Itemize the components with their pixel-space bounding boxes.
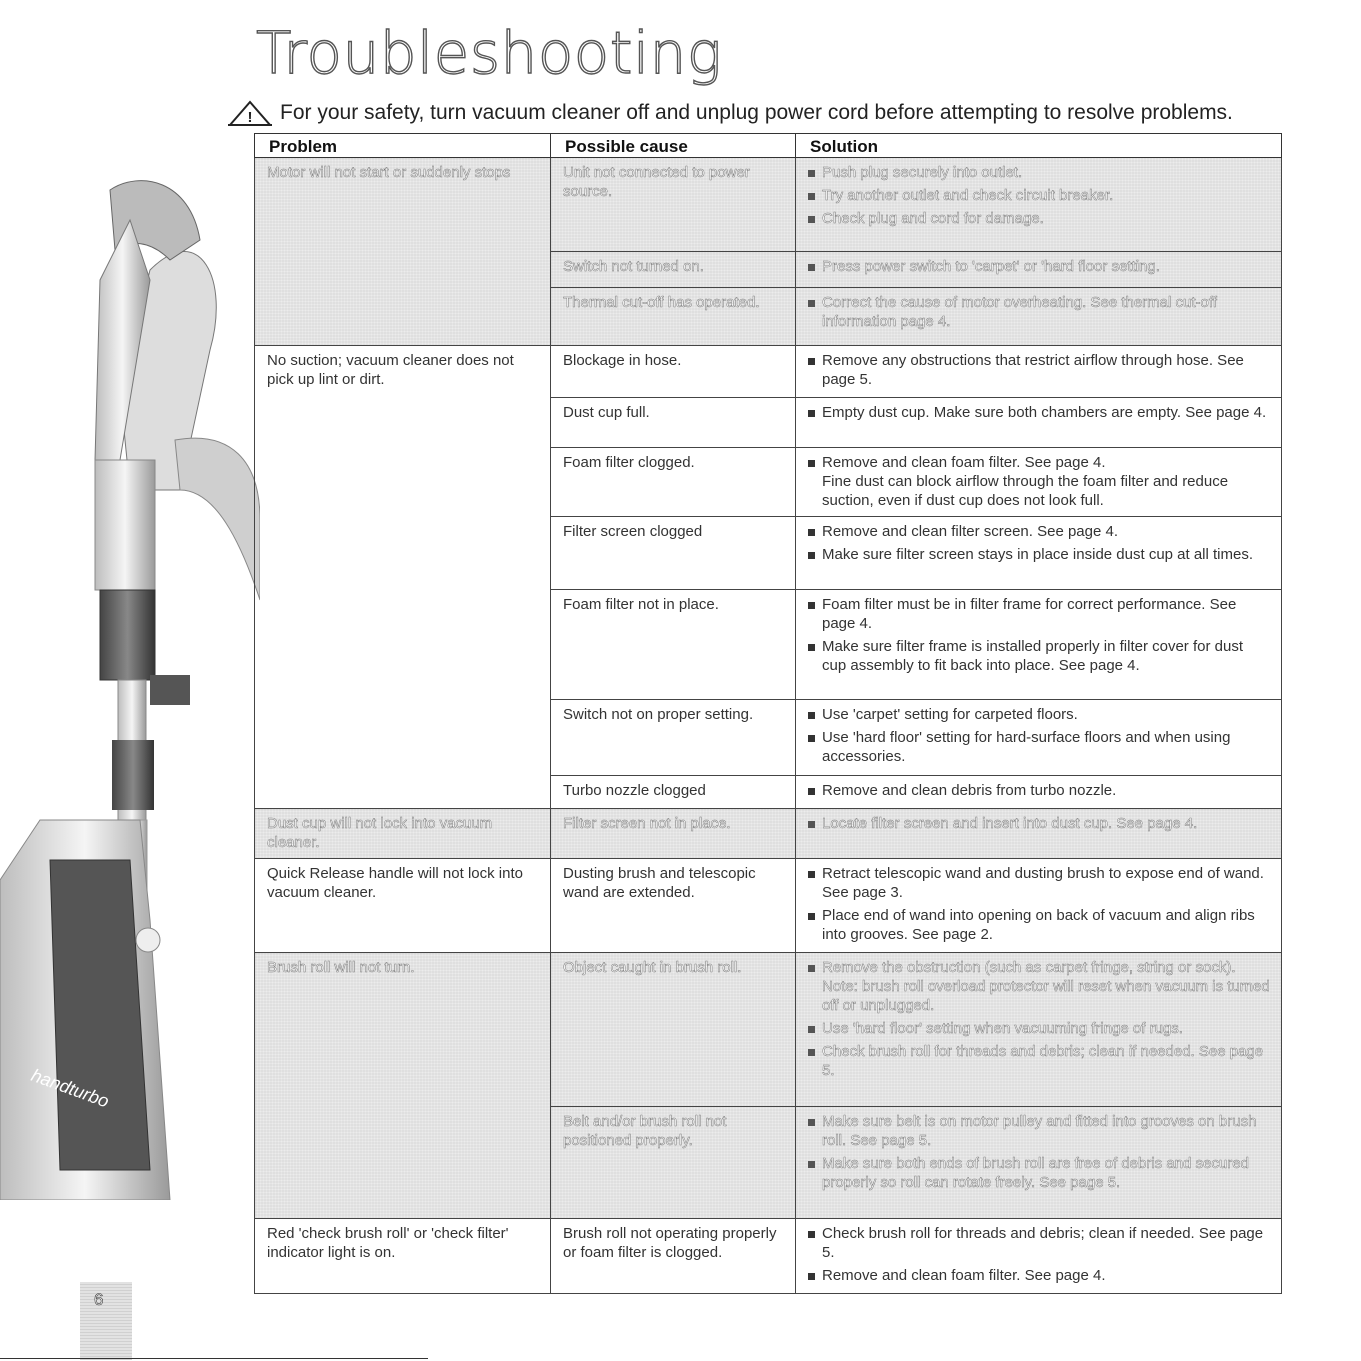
cause-cell: Filter screen clogged xyxy=(551,517,796,590)
safety-note xyxy=(228,100,1358,126)
solution-cell xyxy=(796,700,1282,776)
table-row xyxy=(255,346,1282,398)
solution-item: Retract telescopic wand and dusting brush to expose end of wand. See page 3. xyxy=(808,864,1271,902)
solution-item: Use 'hard floor' setting for hard-surface floors and when using accessories. xyxy=(808,728,1271,766)
solution-item: Locate filter screen and insert into dust cup. See page 4. xyxy=(808,814,1271,833)
cause-cell: Object caught in brush roll. xyxy=(551,953,796,1107)
solution-cell xyxy=(796,1219,1282,1294)
table-header-row xyxy=(255,134,1282,158)
solution-item: Make sure filter screen stays in place inside dust cup at all times. xyxy=(808,545,1271,564)
page-number-tab xyxy=(80,1282,132,1360)
solution-cell xyxy=(796,859,1282,953)
solution-item: Empty dust cup. Make sure both chambers are empty. See page 4. xyxy=(808,403,1271,422)
problem-cell: Dust cup will not lock into vacuum cleaner. xyxy=(255,809,551,859)
problem-cell: Quick Release handle will not lock into vacuum cleaner. xyxy=(255,859,551,953)
solution-item: Remove and clean foam filter. See page 4. xyxy=(808,1266,1271,1285)
cause-cell: Dust cup full. xyxy=(551,398,796,448)
cause-cell: Switch not on proper setting. xyxy=(551,700,796,776)
footer-rule xyxy=(0,1358,428,1359)
solution-item: Remove and clean filter screen. See page 4. xyxy=(808,522,1271,541)
solution-item: Correct the cause of motor overheating. See thermal cut-off information page 4. xyxy=(808,293,1271,331)
solution-cell xyxy=(796,953,1282,1107)
solution-cell xyxy=(796,448,1282,517)
header-solution: Solution xyxy=(796,134,1282,158)
problem-cell: Motor will not start or suddenly stops xyxy=(255,158,551,346)
cause-cell: Switch not turned on. xyxy=(551,252,796,288)
solution-item: Try another outlet and check circuit breaker. xyxy=(808,186,1271,205)
cause-cell: Foam filter clogged. xyxy=(551,448,796,517)
solution-item: Foam filter must be in filter frame for correct performance. See page 4. xyxy=(808,595,1271,633)
page-number: 6 xyxy=(94,1290,104,1309)
solution-item: Check brush roll for threads and debris; clean if needed. See page 5. xyxy=(808,1224,1271,1262)
vacuum-illustration xyxy=(0,160,260,1200)
cause-cell: Unit not connected to power source. xyxy=(551,158,796,252)
solution-item: Remove and clean debris from turbo nozzle. xyxy=(808,781,1271,800)
solution-note: Fine dust can block airflow through the foam filter and reduce suction, even if dust cup does not look full. xyxy=(822,473,1229,509)
table-row xyxy=(255,1219,1282,1294)
cause-cell: Foam filter not in place. xyxy=(551,590,796,700)
solution-item: Remove and clean foam filter. See page 4. xyxy=(808,453,1271,472)
solution-cell xyxy=(796,809,1282,859)
solution-item: Place end of wand into opening on back of vacuum and align ribs into grooves. See page 2. xyxy=(808,906,1271,944)
solution-cell xyxy=(796,158,1282,252)
table-row xyxy=(255,859,1282,953)
solution-item: Use 'carpet' setting for carpeted floors. xyxy=(808,705,1271,724)
cause-cell: Blockage in hose. xyxy=(551,346,796,398)
header-cause: Possible cause xyxy=(551,134,796,158)
solution-cell xyxy=(796,517,1282,590)
solution-item: Remove the obstruction (such as carpet fringe, string or sock). Note: brush roll overload protector will reset when vacuum is turned off or unplugged. xyxy=(808,958,1271,1015)
problem-cell: Red 'check brush roll' or 'check filter' indicator light is on. xyxy=(255,1219,551,1294)
cause-cell: Brush roll not operating properly or foam filter is clogged. xyxy=(551,1219,796,1294)
safety-text: For your safety, turn vacuum cleaner off and unplug power cord before attempting to resolve problems. xyxy=(280,101,1233,124)
problem-cell: No suction; vacuum cleaner does not pick up lint or dirt. xyxy=(255,346,551,809)
solution-item: Check brush roll for threads and debris; clean if needed. See page 5. xyxy=(808,1042,1271,1080)
solution-cell xyxy=(796,252,1282,288)
table-row xyxy=(255,158,1282,252)
solution-item: Use 'hard floor' setting when vacuuming fringe of rugs. xyxy=(808,1019,1271,1038)
solution-cell xyxy=(796,346,1282,398)
solution-item: Make sure both ends of brush roll are free of debris and secured properly so roll can rotate freely. See page 5. xyxy=(808,1154,1271,1192)
problem-cell: Brush roll will not turn. xyxy=(255,953,551,1219)
solution-item: Press power switch to 'carpet' or 'hard floor setting. xyxy=(808,257,1271,276)
solution-item: Make sure filter frame is installed properly in filter cover for dust cup assembly to fit back into place. See page 4. xyxy=(808,637,1271,675)
cause-cell: Belt and/or brush roll not positioned properly. xyxy=(551,1107,796,1219)
brand-label: handturbo xyxy=(28,1064,112,1112)
svg-text:!: ! xyxy=(247,109,253,126)
solution-item: Make sure belt is on motor pulley and fitted into grooves on brush roll. See page 5. xyxy=(808,1112,1271,1150)
solution-item: Check plug and cord for damage. xyxy=(808,209,1271,228)
table-row xyxy=(255,809,1282,859)
solution-cell xyxy=(796,590,1282,700)
cause-cell: Filter screen not in place. xyxy=(551,809,796,859)
troubleshooting-table xyxy=(254,133,1282,1294)
solution-cell xyxy=(796,1107,1282,1219)
solution-cell xyxy=(796,398,1282,448)
solution-item: Push plug securely into outlet. xyxy=(808,163,1271,182)
page-title: Troubleshooting xyxy=(256,19,723,87)
table-row xyxy=(255,953,1282,1107)
solution-item: Remove any obstructions that restrict airflow through hose. See page 5. xyxy=(808,351,1271,389)
cause-cell: Dusting brush and telescopic wand are extended. xyxy=(551,859,796,953)
warning-triangle-icon xyxy=(228,100,272,126)
cause-cell: Turbo nozzle clogged xyxy=(551,776,796,809)
solution-cell xyxy=(796,288,1282,346)
header-problem: Problem xyxy=(255,134,551,158)
cause-cell: Thermal cut-off has operated. xyxy=(551,288,796,346)
solution-cell xyxy=(796,776,1282,809)
